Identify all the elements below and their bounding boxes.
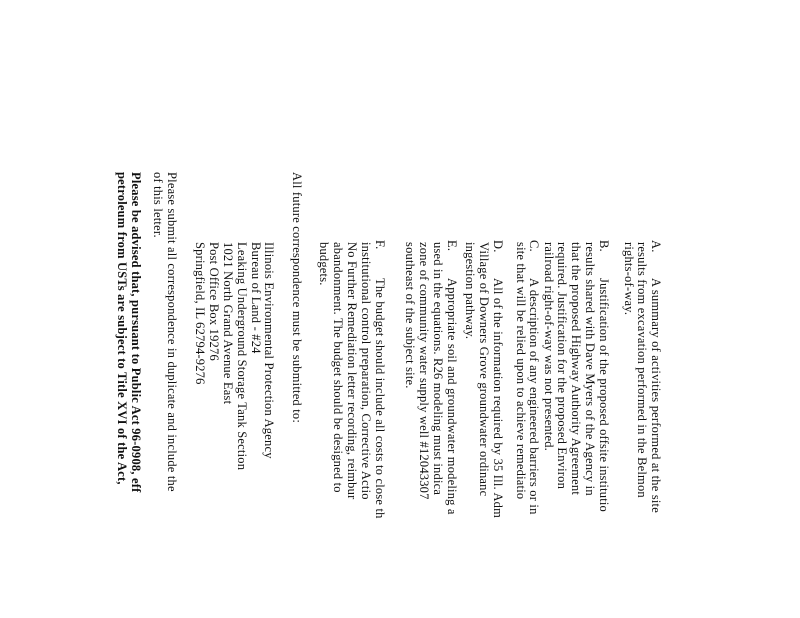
item-c-line-1: A description of any engineered barriers or in — [527, 278, 541, 515]
item-b-letter: B. — [597, 240, 611, 252]
item-f-line-4: abandonment. The budget should be designed to — [331, 242, 345, 493]
item-b-line-4: required. Justification for the proposed Environ — [555, 242, 569, 490]
item-a-line-1: A summary of activities performed at the site — [649, 278, 663, 513]
item-e-letter: E. — [445, 240, 459, 252]
submit-line-2: of this letter. — [151, 172, 165, 238]
item-f-line-1: The budget should include all costs to close th — [373, 278, 387, 519]
item-e-line-1: Appropriate soil and groundwater modeling a — [445, 278, 459, 515]
item-e-line-2: used in the equations. R26 modeling must indica — [431, 242, 445, 496]
item-e-line-4: southeast of the subject site. — [403, 242, 417, 389]
item-d-line-1: All of the information required by 35 Ill. Adm — [491, 278, 505, 519]
item-a-letter: A. — [649, 240, 663, 253]
future-correspondence-line: All future correspondence must be submitted to: — [290, 172, 304, 424]
item-a-line-2: results from excavation performed in the Belmon — [635, 242, 649, 498]
item-f-line-2: institutional control preparation, Corrective Actio — [359, 242, 373, 500]
item-f-letter: F. — [373, 240, 387, 250]
address-line-6: Springfield, IL 62794-9276 — [193, 242, 207, 385]
advised-line-1: Please be advised that, pursuant to Public Act 96-0908, eff — [129, 172, 143, 493]
item-f-line-3: No Further Remediation letter recording, reimbur — [345, 242, 359, 500]
address-line-2: Bureau of Land - #24 — [249, 242, 263, 354]
item-d-line-3: ingestion pathway. — [463, 242, 477, 340]
item-b-line-5: railroad right-of-way was not presented. — [542, 242, 556, 451]
item-b-line-2: results shared with Dave Myers of the Agency in — [583, 242, 597, 496]
item-c-letter: C. — [527, 240, 541, 252]
item-a-line-3: rights-of-way. — [622, 242, 636, 316]
submit-line-1: Please submit all correspondence in duplicate and include the — [165, 172, 179, 492]
address-line-4: 1021 North Grand Avenue East — [221, 242, 235, 405]
address-line-1: Illinois Environmental Protection Agency — [262, 242, 276, 459]
address-line-5: Post Office Box 19276 — [207, 242, 221, 361]
item-d-letter: D. — [491, 240, 505, 253]
address-line-3: Leaking Underground Storage Tank Section — [235, 242, 249, 471]
item-c-line-2: site that will be relied upon to achieve remediatio — [514, 242, 528, 500]
advised-line-2: petroleum from USTs are subject to Title XVI of the Act, — [115, 172, 129, 485]
item-b-line-1: Justification of the proposed offsite institutio — [597, 278, 611, 512]
item-b-line-3: that the proposed Highway Authority Agreement — [569, 242, 583, 496]
item-f-line-5: budgets. — [317, 242, 331, 286]
item-e-line-3: zone of community water supply well #12043307 — [417, 242, 431, 500]
item-d-line-2: Village of Downers Grove groundwater ordinanc — [477, 242, 491, 497]
